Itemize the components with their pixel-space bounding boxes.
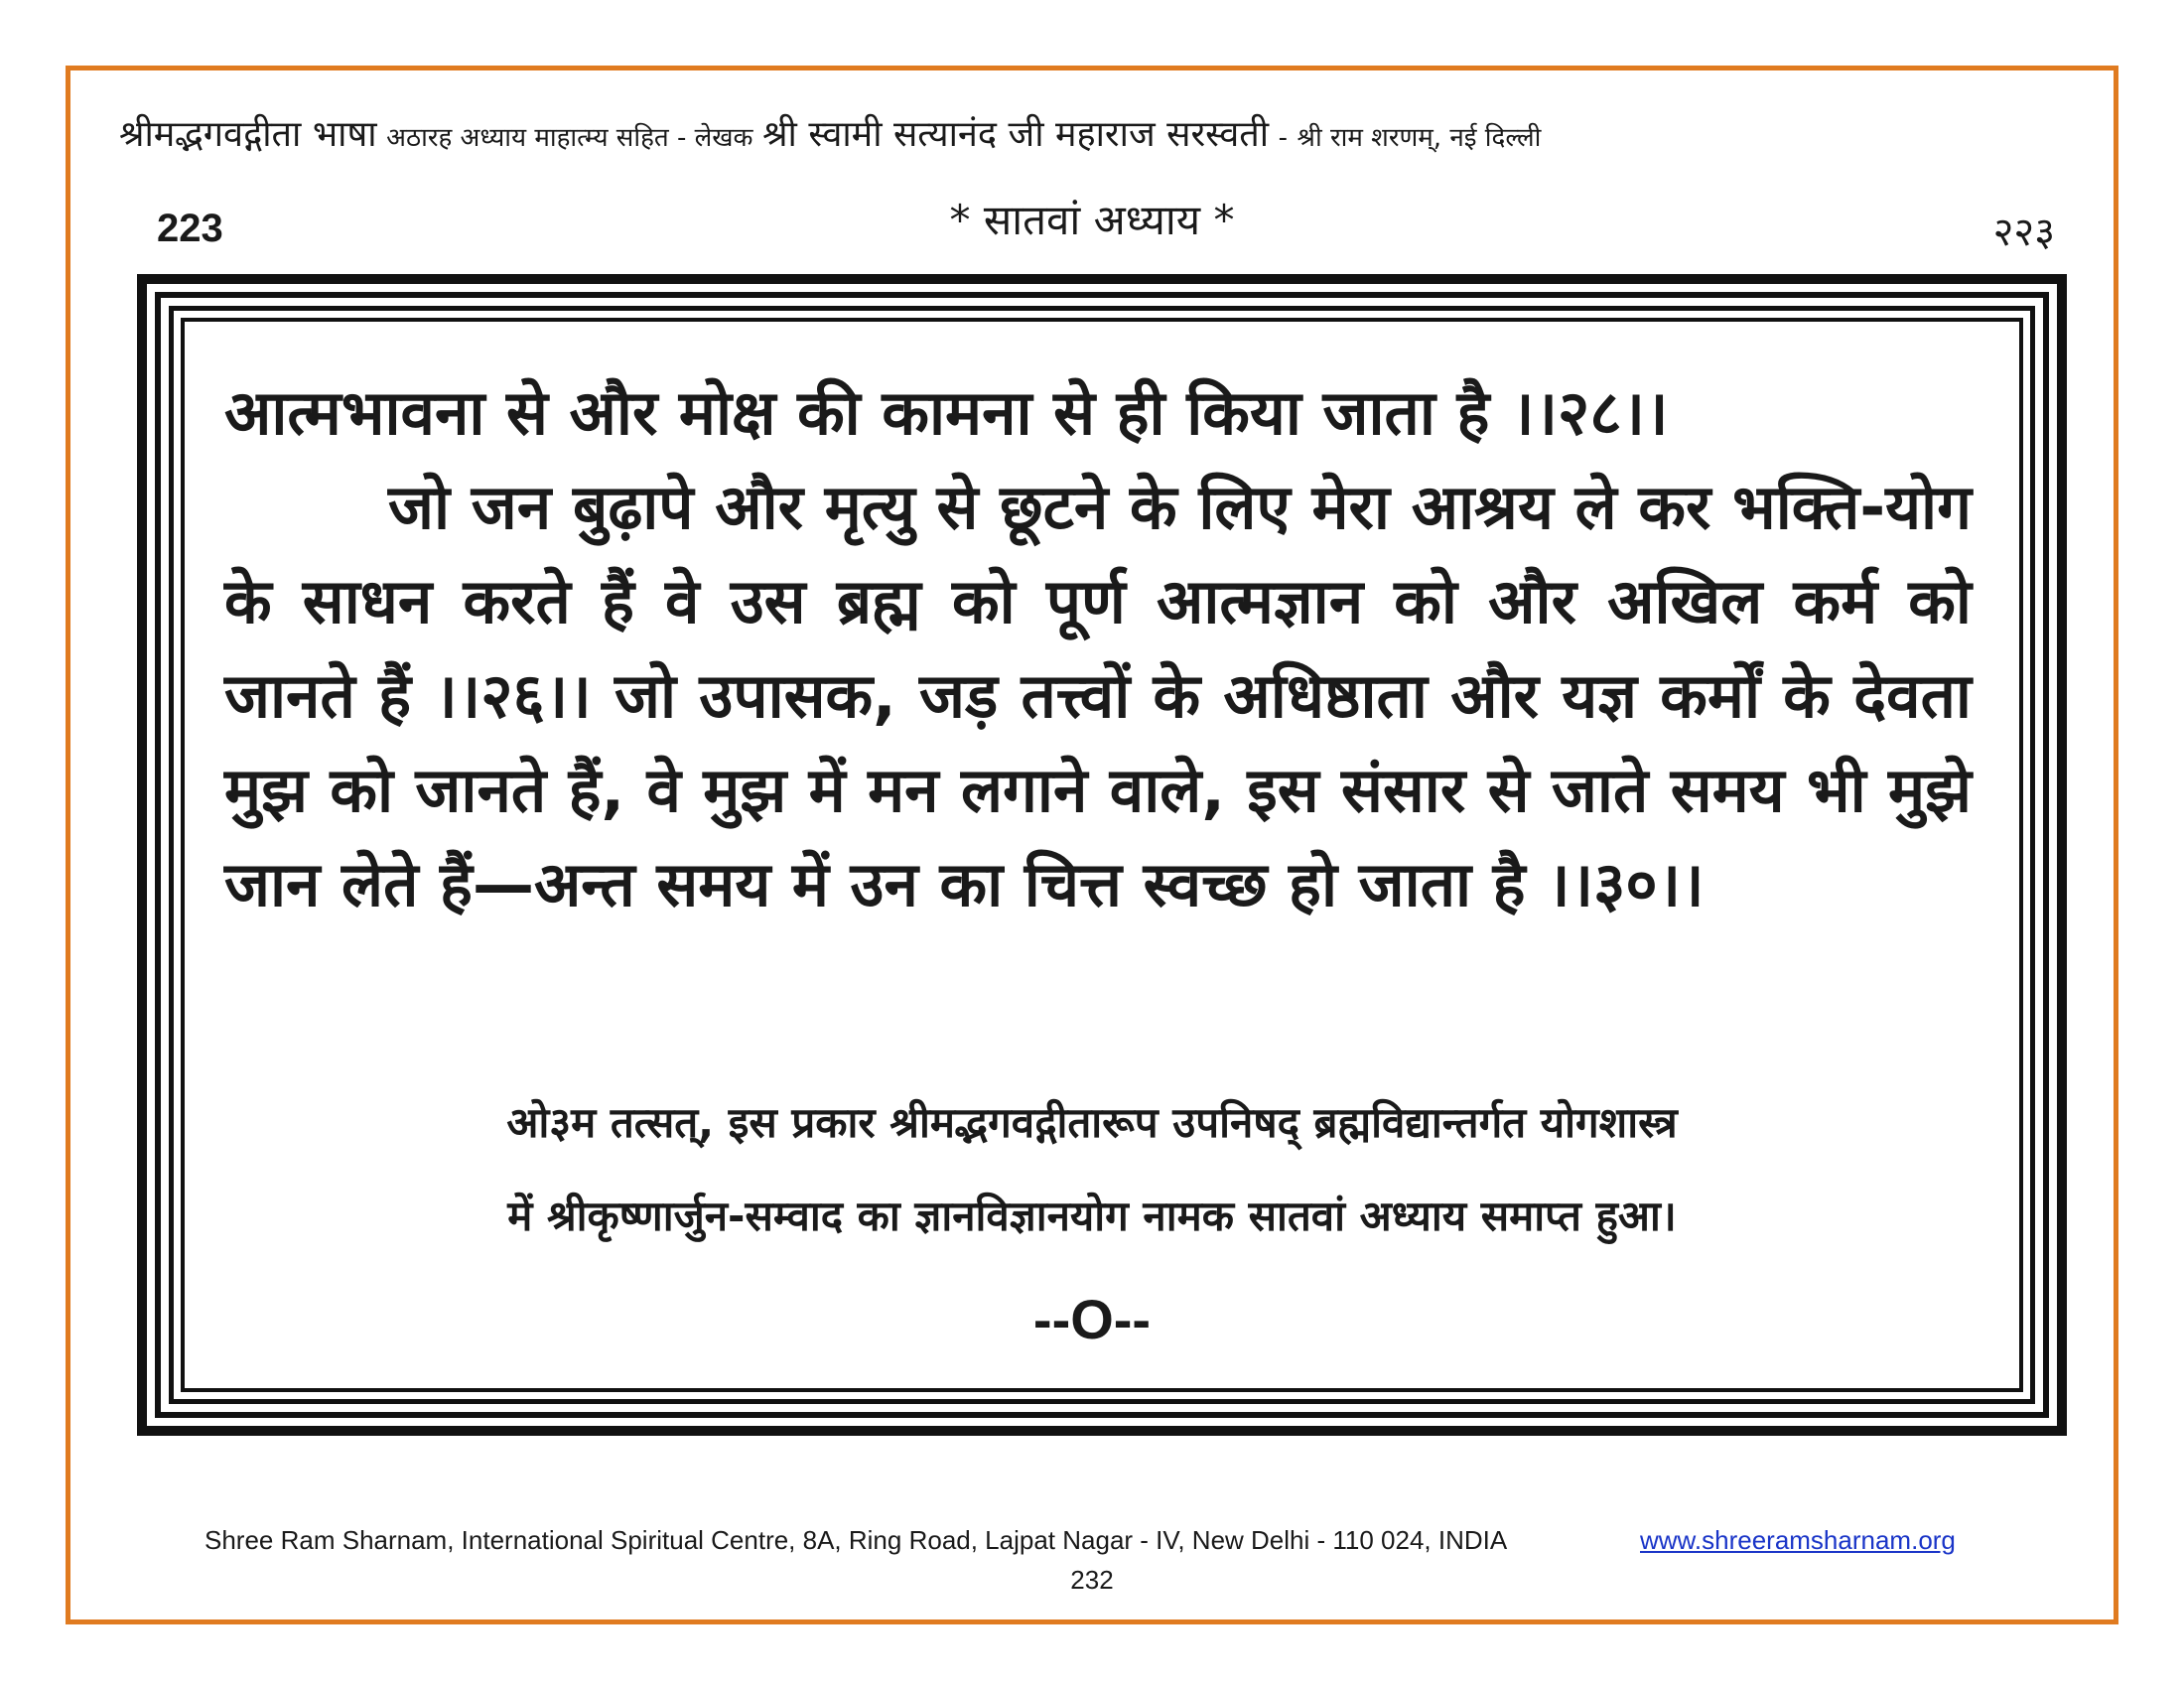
colophon-line-1: ओ३म तत्सत्, इस प्रकार श्रीमद्भगवद्गीतारूप उपनिषद् ब्रह्मविद्यान्तर्गत योगशास्त्र: [506, 1098, 1678, 1147]
pdf-page-number: 232: [1070, 1565, 1114, 1595]
author-name: श्री स्वामी सत्यानंद जी महाराज सरस्वती: [762, 114, 1270, 155]
page-number-latin: 223: [157, 207, 223, 250]
website-link[interactable]: www.shreeramsharnam.org: [1640, 1525, 1956, 1555]
footer-address: Shree Ram Sharnam, International Spiritual Centre, 8A, Ring Road, Lajpat Nagar - IV, New Delhi - 110 024, INDIA: [205, 1525, 1508, 1555]
header-separator: -: [1278, 123, 1288, 153]
chapter-end-mark: --O--: [1032, 1288, 1152, 1350]
running-header: [119, 115, 2065, 158]
publisher-name: श्री राम शरणम्, नई दिल्ली: [1297, 123, 1542, 153]
colophon-line-2: में श्रीकृष्णार्जुन-सम्वाद का ज्ञानविज्ञानयोग नामक सातवां अध्याय समाप्त हुआ।: [507, 1192, 1677, 1240]
book-title: श्रीमद्भगवद्गीता भाषा: [119, 114, 377, 155]
page-number-devanagari: २२३: [1992, 210, 2055, 255]
verse-paragraph-29-30: जो जन बुढ़ापे और मृत्यु से छूटने के लिए मेरा आश्रय ले कर भक्ति-योग के साधन करते हैं वे उस ब्रह्म को पूर्ण आत्मज्ञान को और अखिल कर्म को जानते हैं ।।२६।। जो उपासक, जड़ तत्त्वों के अधिष्ठाता और यज्ञ कर्मों के देवता मुझ को जानते हैं, वे मुझ में मन लगाने वाले, इस संसार से जाते समय भी मुझे जान लेते हैं—अन्त समय में उन का चित्त स्वच्छ हो जाता है ।।३०।।: [224, 471, 1972, 920]
book-subtitle: अठारह अध्याय माहात्म्य सहित - लेखक: [386, 123, 753, 153]
chapter-title: * सातवां अध्याय *: [949, 196, 1235, 244]
verse-body: [224, 365, 1972, 931]
verse-line-28: आत्मभावना से और मोक्ष की कामना से ही किया जाता है ।।२८।।: [224, 376, 1669, 449]
